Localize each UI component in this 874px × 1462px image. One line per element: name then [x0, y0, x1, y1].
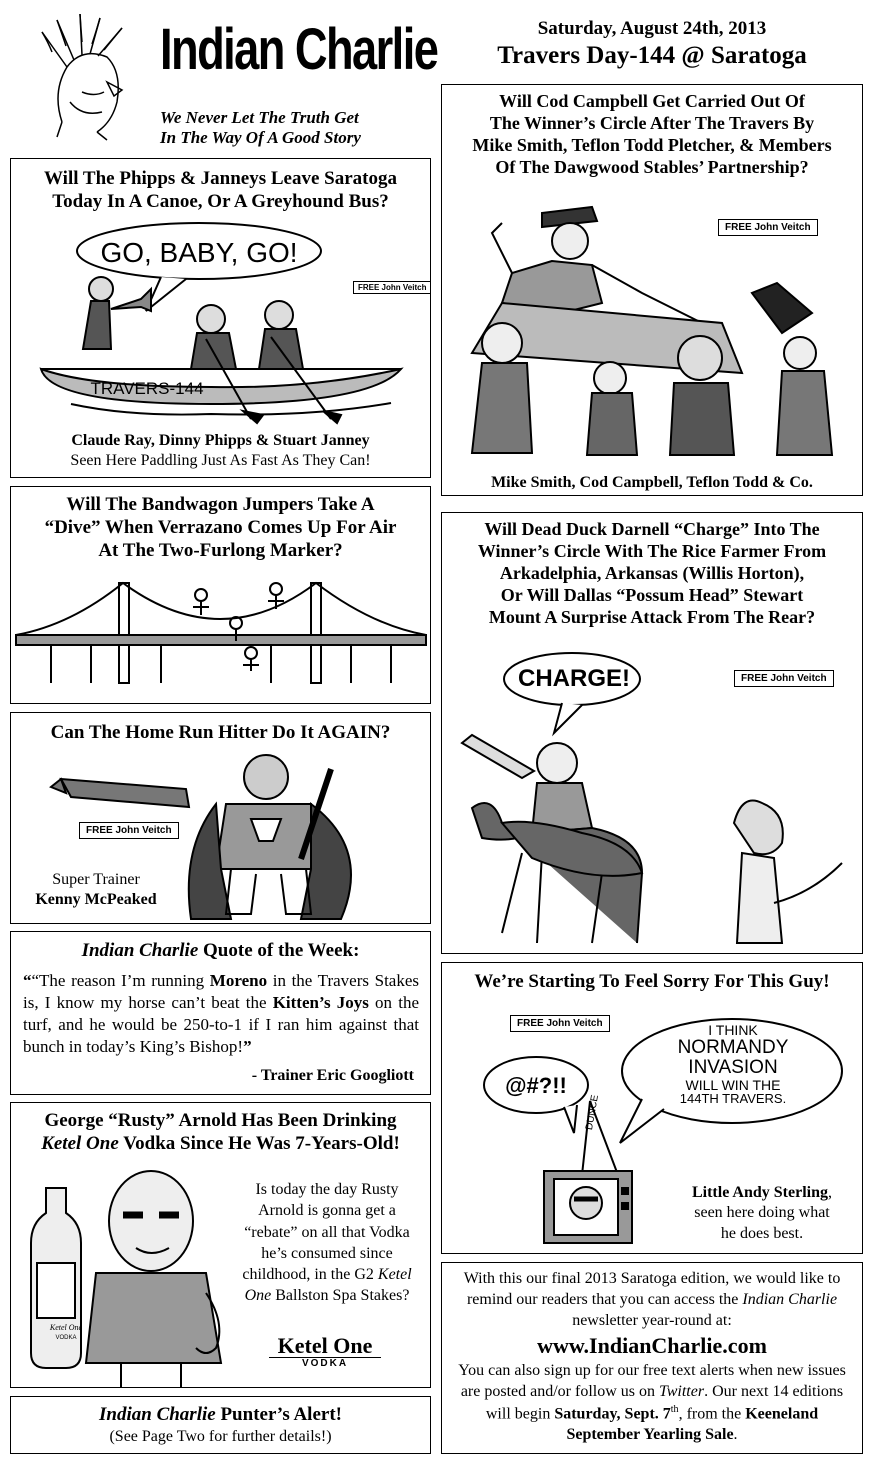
free-veitch-tag: FREE John Veitch [510, 1015, 610, 1032]
info-p3-end: . [733, 1425, 738, 1443]
cod-headline-line-2: The Winner’s Circle After The Travers By [489, 112, 815, 133]
quote-heading [11, 939, 430, 962]
issue-date: Saturday, August 24th, 2013 [537, 18, 767, 39]
rusty-body-2: Ballston Spa Stakes? [271, 1287, 410, 1305]
sorry-caption [672, 1183, 852, 1244]
phipps-canoe-story [10, 158, 431, 478]
quote-close: ” [243, 1037, 252, 1057]
sorry-speech-line-3: INVASION [688, 1056, 778, 1078]
info-p1-text: With this our final 2013 Saratoga edition, we would like to remind our readers that you can access the [463, 1270, 841, 1308]
info-p3-date: Saturday, Sept. 7 [554, 1404, 671, 1422]
masthead-tagline [160, 108, 410, 149]
rusty-headline-line-2 [11, 1132, 430, 1155]
cod-headline-line-1: Will Cod Campbell Get Carried Out Of [499, 91, 805, 111]
rusty-headline-line-1: George “Rusty” Arnold Has Been Drinking [44, 1110, 397, 1131]
homerun-story [10, 712, 431, 924]
phipps-headline [11, 167, 430, 213]
punters-alert-subtitle: (See Page Two for further details!) [109, 1428, 332, 1445]
phipps-caption-line-2: Seen Here Paddling Just As Fast As They Can! [70, 452, 371, 470]
phipps-caption [11, 431, 430, 472]
homerun-caption-line-2: Kenny McPeaked [35, 891, 157, 909]
quote-attribution: - Trainer Eric Googliott [251, 1067, 414, 1084]
quote-text-3: on the turf, and he would be 250-to-1 if I ran him against that bunch in today’s King’s Bishop! [23, 993, 419, 1057]
bandwagon-headline [11, 493, 430, 563]
duck-headline [442, 519, 862, 629]
tagline-line-1: We Never Let The Truth Get [160, 108, 359, 127]
duck-headline-line-3: Arkadelphia, Arkansas (Willis Horton), [499, 562, 805, 583]
cod-headline-line-3: Mike Smith, Teflon Todd Pletcher, & Members [472, 134, 832, 155]
duck-headline-line-2: Winner’s Circle With The Rice Farmer From [477, 540, 827, 561]
bandwagon-story [10, 486, 431, 704]
punters-alert [10, 1396, 431, 1454]
info-p2-text: You can also sign up for our free text alerts when new issues are posted and/or follow us on [458, 1362, 846, 1400]
phipps-caption-line-1: Claude Ray, Dinny Phipps & Stuart Janney [71, 432, 370, 449]
cod-caption: Mike Smith, Cod Campbell, Teflon Todd & Co. [491, 474, 813, 491]
sorry-headline: We’re Starting To Feel Sorry For This Guy! [474, 971, 830, 992]
punters-alert-title-rest: Punter’s Alert! [215, 1404, 342, 1425]
sorry-caption-name: Little Andy Sterling [691, 1184, 828, 1201]
info-paragraph-1 [456, 1269, 848, 1331]
cod-campbell-story [441, 84, 863, 496]
quote-text-1: “The reason I’m running [31, 971, 210, 990]
charge-cartoon [442, 643, 862, 948]
sorry-caption-line-3: he does best. [720, 1224, 804, 1242]
quote-body [23, 970, 419, 1058]
ketel-one-logo-sub: VODKA [301, 1358, 349, 1369]
info-paragraph-2 [456, 1361, 848, 1446]
sorry-caption-line-2: seen here doing what [694, 1204, 830, 1222]
quote-text-2: in the Travers Stakes is, I know my horse can’t beat the [23, 971, 419, 1013]
info-p2-end: . [704, 1382, 709, 1400]
info-p3-text: Our next 14 editions will begin [485, 1382, 844, 1422]
sorry-speech-line-2: NORMANDY [677, 1036, 789, 1058]
bandwagon-headline-line-2: “Dive” When Verrazano Comes Up For Air [44, 517, 397, 539]
rusty-arnold-story [10, 1102, 431, 1388]
sorry-small-speech: @#?!! [505, 1073, 567, 1098]
phipps-headline-line-1: Will The Phipps & Janneys Leave Saratoga [44, 168, 397, 189]
rusty-body [239, 1179, 415, 1307]
masthead-title: Indian Charlie [160, 17, 438, 82]
website-link[interactable]: www.IndianCharlie.com [537, 1333, 767, 1358]
bottle-sub: VODKA [55, 1335, 77, 1341]
free-veitch-tag: FREE John Veitch [718, 219, 818, 236]
info-p3-mid: , from the [678, 1404, 746, 1422]
free-veitch-tag: FREE John Veitch [79, 822, 179, 839]
rusty-headline-rest: Vodka Since He Was 7-Years-Old! [118, 1133, 400, 1155]
ketel-one-logo [269, 1335, 381, 1369]
bridge-cartoon [11, 575, 431, 700]
homerun-caption [21, 870, 171, 911]
sorry-speech-line-1: I THINK [708, 1022, 758, 1038]
rusty-cartoon [11, 1163, 241, 1387]
phipps-headline-line-2: Today In A Canoe, Or A Greyhound Bus? [52, 191, 389, 213]
ketel-one-logo-brand: Ketel One [269, 1335, 381, 1358]
rusty-body-brand: Ketel One [244, 1266, 412, 1305]
homerun-caption-line-1: Super Trainer [52, 871, 140, 888]
punters-alert-title [11, 1403, 430, 1426]
info-p3-sup: th [670, 1403, 679, 1415]
sorry-big-speech [627, 1023, 839, 1106]
quote-open: “ [23, 971, 32, 990]
quote-horse-kittens-joys: Kitten’s Joys [272, 993, 369, 1013]
punters-alert-title-italic: Indian Charlie [99, 1404, 216, 1425]
bandwagon-headline-line-3: At The Two-Furlong Marker? [98, 540, 343, 562]
homerun-headline: Can The Home Run Hitter Do It AGAIN? [50, 722, 391, 743]
sorry-caption-line-1 [672, 1183, 852, 1203]
rusty-headline-brand: Ketel One [41, 1133, 119, 1155]
subscription-info [441, 1262, 863, 1454]
quote-heading-italic: Indian Charlie [81, 940, 199, 961]
bottle-label: Ketel One [49, 1323, 83, 1332]
sorry-speech-line-4: WILL WIN THE [685, 1076, 781, 1093]
canoe-label: TRAVERS-144 [90, 379, 204, 398]
phipps-speech-text: GO, BABY, GO! [100, 237, 298, 268]
quote-horse-moreno: Moreno [209, 971, 268, 990]
rusty-headline [11, 1109, 430, 1155]
free-veitch-tag: FREE John Veitch [353, 281, 431, 294]
info-p1-brand: Indian Charlie [742, 1290, 838, 1308]
indian-head-logo [22, 12, 152, 142]
sorry-speech-line-5: 144TH TRAVERS. [679, 1091, 787, 1107]
info-p1-end: newsletter year-round at: [572, 1311, 732, 1329]
dunce-cap-label: DUNCE [584, 1093, 602, 1131]
cod-headline-line-4: Of The Dawgwood Stables’ Partnership? [495, 156, 809, 177]
duck-headline-line-4: Or Will Dallas “Possum Head” Stewart [500, 584, 804, 605]
duck-headline-line-5: Mount A Surprise Attack From The Rear? [488, 606, 816, 627]
quote-heading-rest: Quote of the Week: [198, 940, 360, 961]
issue-event: Travers Day-144 @ Saratoga [497, 42, 807, 69]
sorry-story [441, 962, 863, 1254]
free-veitch-tag: FREE John Veitch [734, 670, 834, 687]
bandwagon-headline-line-1: Will The Bandwagon Jumpers Take A [66, 494, 375, 515]
charge-speech-text: CHARGE! [518, 665, 630, 692]
twitter-link[interactable]: Twitter [659, 1382, 705, 1400]
quote-of-the-week [10, 931, 431, 1095]
tagline-line-2: In The Way Of A Good Story [160, 128, 361, 148]
duck-headline-line-1: Will Dead Duck Darnell “Charge” Into The [484, 519, 820, 539]
rusty-body-1: Is today the day Rusty Arnold is gonna get a “rebate” on all that Vodka he’s consumed since childhood, in the G2 [242, 1181, 410, 1284]
dead-duck-story [441, 512, 863, 954]
info-p3-sale: Keeneland September Yearling Sale [566, 1404, 819, 1443]
sorry-caption-comma: , [828, 1184, 832, 1201]
cod-headline [442, 91, 862, 179]
